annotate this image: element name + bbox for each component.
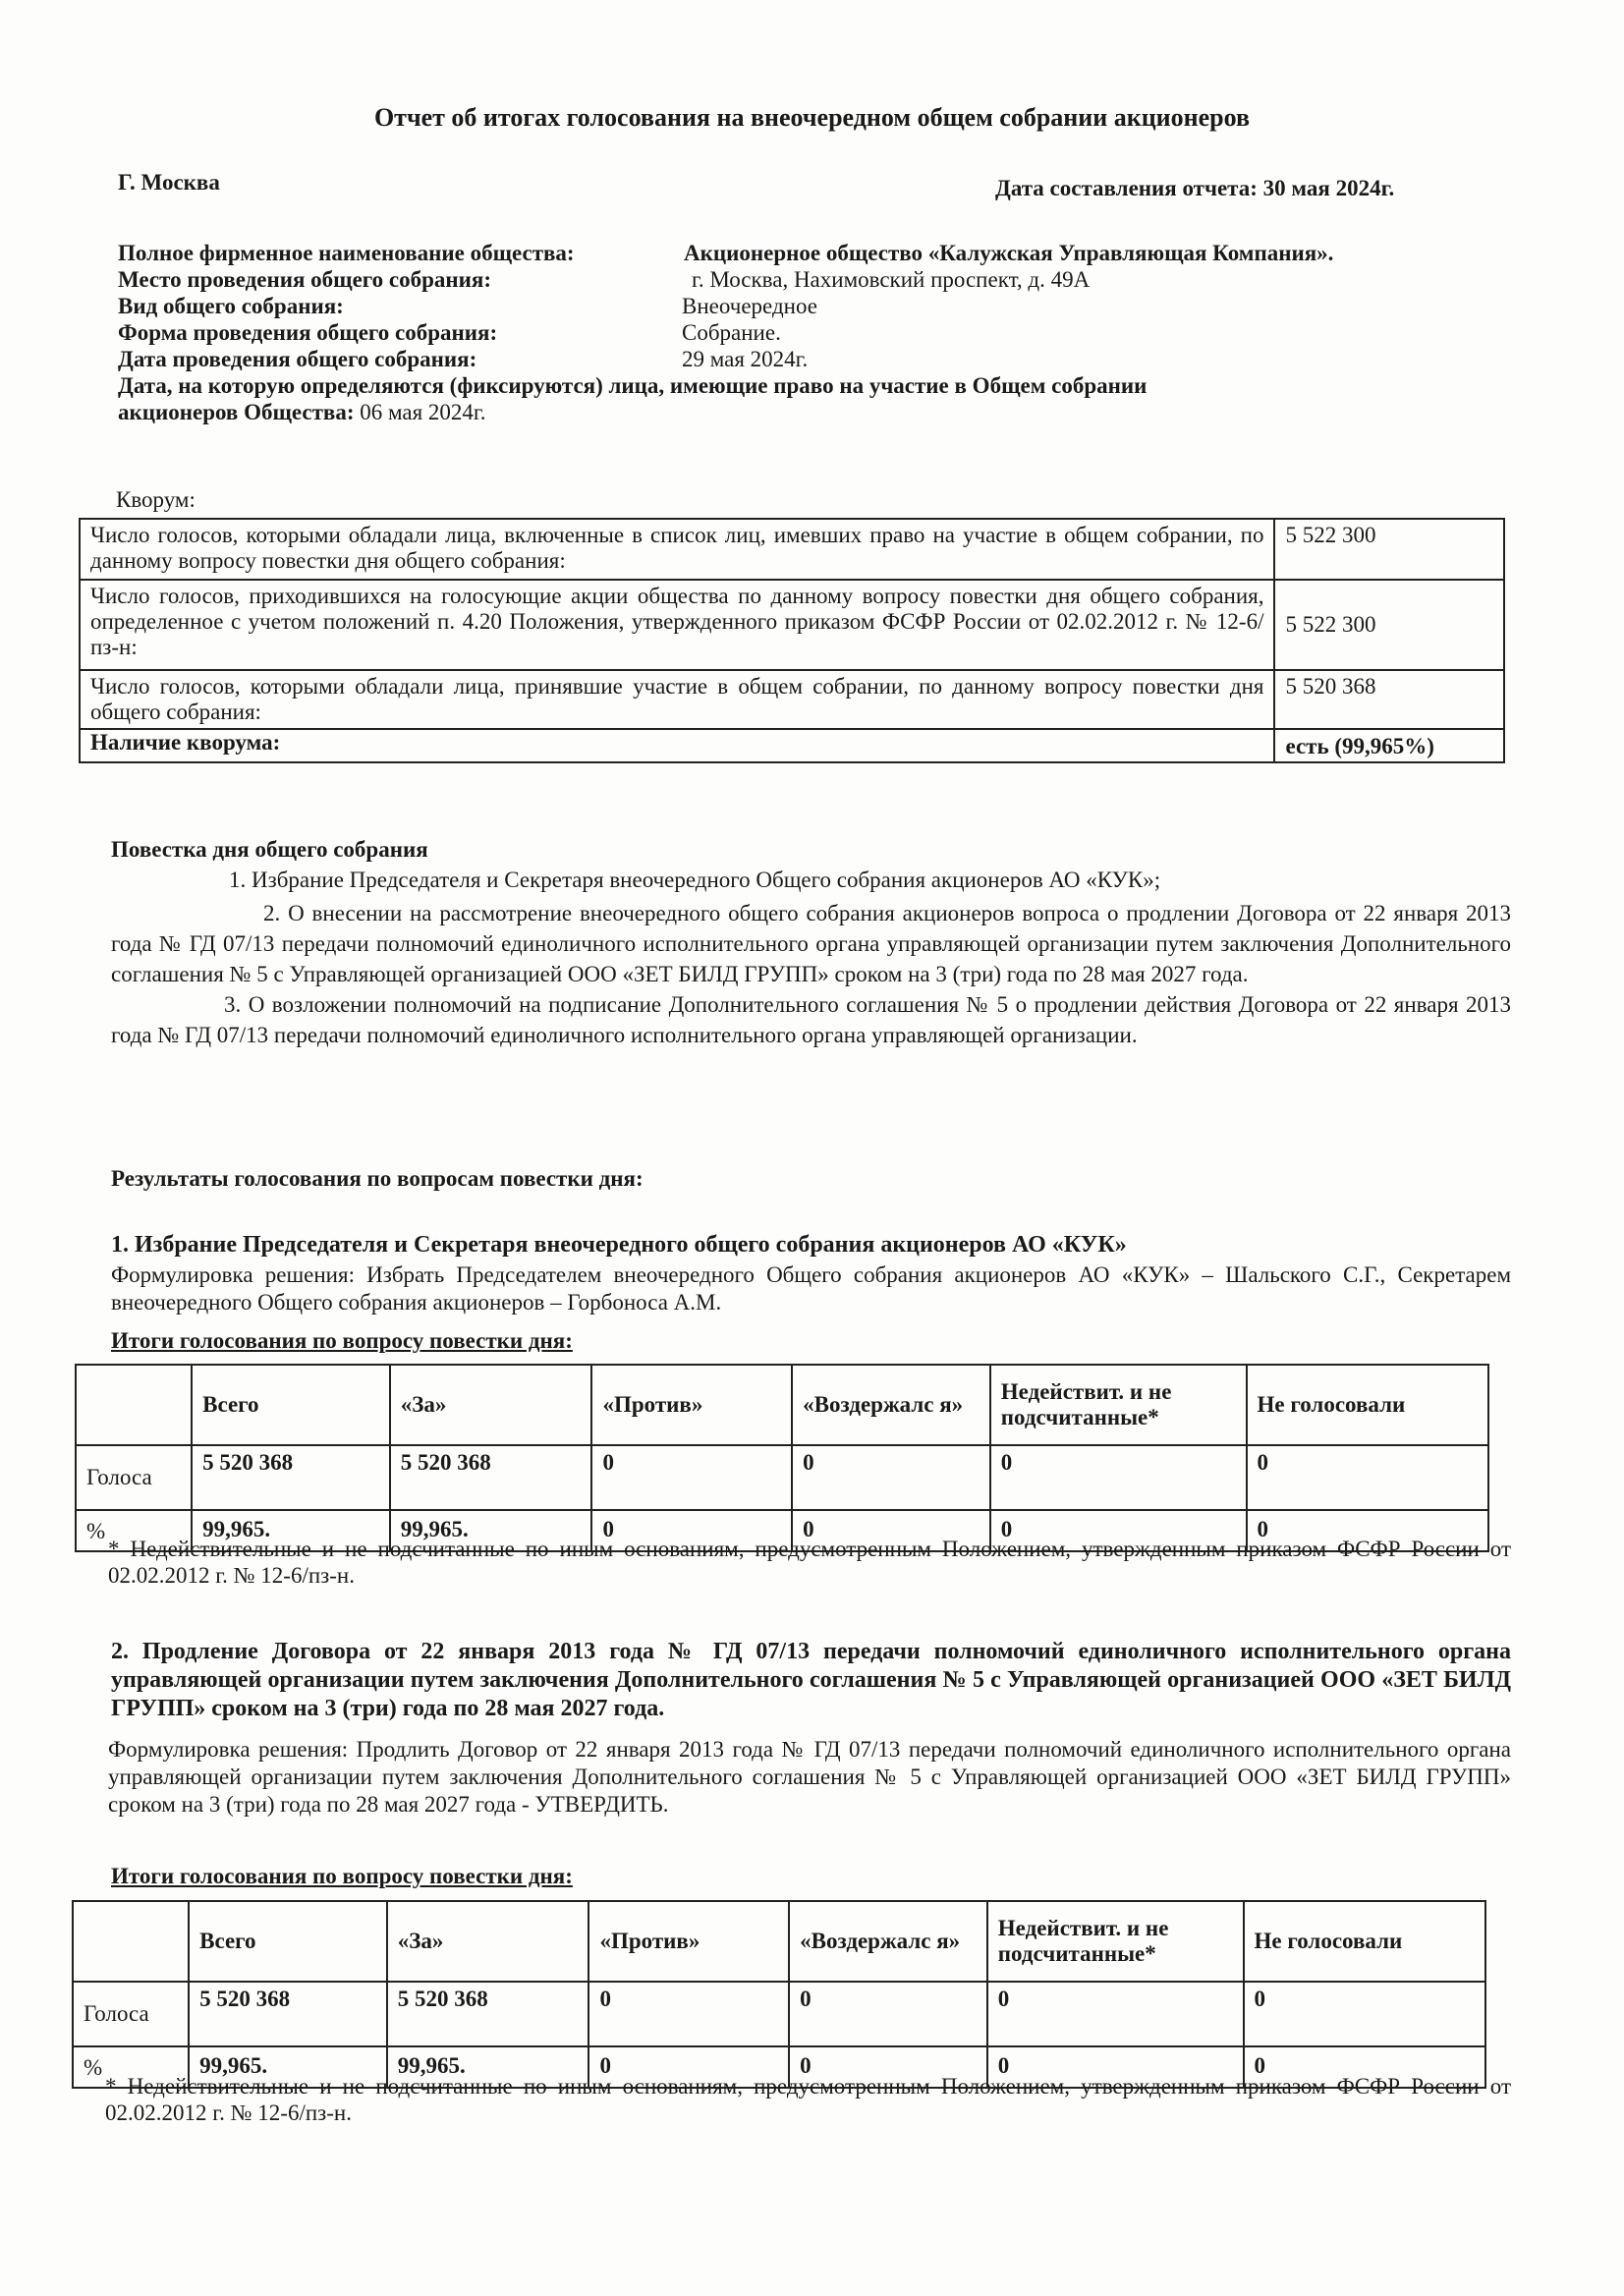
cell-votes-abstain: 0 <box>789 1982 987 2046</box>
quorum-row-value: 5 522 300 <box>1274 580 1504 670</box>
row-label-votes: Голоса <box>73 1982 189 2046</box>
cell-votes-for: 5 520 368 <box>390 1445 592 1510</box>
info-value-date: 29 мая 2024г. <box>682 347 809 371</box>
cell-pct-abstain: 0 <box>789 2046 987 2088</box>
quorum-total-row <box>80 729 1504 762</box>
results-heading: Результаты голосования по вопросам повестки дня: <box>111 1166 644 1191</box>
q2-heading: 2. Продление Договора от 22 января 2013 года № ГД 07/13 передачи полномочий единоличного исполнительного органа управляющей организации путем заключения Дополнительного соглашения № 5 с Управляющей организацией ООО «ЗЕТ БИЛД ГРУПП» сроком на 3 (три) года по 28 мая 2027 года. <box>111 1639 1511 1721</box>
agenda-item-3: 3. О возложении полномочий на подписание Дополнительного соглашения № 5 о продлении действия Договора от 22 января 2013 года № ГД 07/13 передачи полномочий единоличного исполнительного органа управляющей организации. <box>111 992 1511 1047</box>
header-empty-cell <box>73 1901 189 1982</box>
header-invalid: Недействит. и не подсчитанные* <box>987 1901 1244 1982</box>
quorum-row <box>80 670 1504 729</box>
info-label-form: Форма проведения общего собрания: <box>118 320 498 345</box>
header-empty-cell <box>76 1365 192 1445</box>
q2-footnote: * Недействительные и не подсчитанные по иным основаниям, предусмотренным Положением, утвержденным приказом ФСФР России от 02.02.2012 г. № 12-6/пз-н. <box>105 2074 1511 2125</box>
header-invalid: Недействит. и не подсчитанные* <box>990 1365 1247 1445</box>
table-row-votes <box>73 1982 1485 2046</box>
agenda-list <box>111 867 1511 1050</box>
cell-votes-against: 0 <box>588 1982 789 2046</box>
info-label-company: Полное фирменное наименование общества: <box>118 241 575 265</box>
city: Г. Москва <box>118 170 220 195</box>
table-header-row <box>76 1365 1488 1445</box>
cell-pct-for: 99,965. <box>390 1510 592 1551</box>
info-value-type: Внеочередное <box>682 294 817 318</box>
row-label-percent: % <box>73 2046 189 2088</box>
q2-decision: Формулировка решения: Продлить Договор от 22 января 2013 года № ГД 07/13 передачи полномочий единоличного исполнительного органа управляющей организации путем заключения Дополнительного соглашения № 5 с Управляющей организацией ООО «ЗЕТ БИЛД ГРУПП» сроком на 3 (три) года по 28 мая 2027 года - УТВЕРДИТЬ. <box>108 1737 1511 1817</box>
quorum-row <box>80 580 1504 670</box>
header-abstain: «Воздержалс я» <box>789 1901 987 1982</box>
header-total: Всего <box>189 1901 387 1982</box>
quorum-total-label: Наличие кворума: <box>80 729 1274 762</box>
quorum-row-label: Число голосов, приходившихся на голосующие акции общества по данному вопросу повестки дня общего собрания, определенное с учетом положений п. 4.20 Положения, утвержденного приказом ФСФР России от 02.02.2012 г. № 12-6/пз-н: <box>80 580 1274 670</box>
cell-pct-not-voted: 0 <box>1244 2046 1486 2088</box>
record-date-line1: Дата, на которую определяются (фиксируются) лица, имеющие право на участие в Общем собрании <box>118 373 1148 398</box>
info-value-company: Акционерное общество «Калужская Управляющая Компания». <box>684 241 1334 265</box>
cell-votes-against: 0 <box>591 1445 792 1510</box>
quorum-row <box>80 519 1504 580</box>
q1-results-label: Итоги голосования по вопросу повестки дня: <box>111 1328 573 1353</box>
agenda-item-1: 1. Избрание Председателя и Секретаря внеочередного Общего собрания акционеров АО «КУК»; <box>229 868 1161 892</box>
report-date: Дата составления отчета: 30 мая 2024г. <box>995 176 1395 200</box>
cell-pct-invalid: 0 <box>987 2046 1244 2088</box>
cell-votes-total: 5 520 368 <box>189 1982 387 2046</box>
cell-pct-invalid: 0 <box>990 1510 1247 1551</box>
cell-pct-against: 0 <box>591 1510 792 1551</box>
q1-footnote: * Недействительные и не подсчитанные по иным основаниям, предусмотренным Положением, утвержденным приказом ФСФР России от 02.02.2012 г. № 12-6/пз-н. <box>108 1537 1511 1588</box>
cell-votes-invalid: 0 <box>987 1982 1244 2046</box>
row-label-percent: % <box>76 1510 192 1551</box>
quorum-row-label: Число голосов, которыми обладали лица, включенные в список лиц, имевших право на участие в общем собрании, по данному вопросу повестки дня общего собрания: <box>80 519 1274 580</box>
q1-results-table <box>75 1364 1489 1552</box>
info-value-form: Собрание. <box>682 320 781 345</box>
cell-votes-total: 5 520 368 <box>192 1445 390 1510</box>
info-label-place: Место проведения общего собрания: <box>118 267 492 292</box>
record-date-value: 06 мая 2024г. <box>354 400 486 424</box>
document-title: Отчет об итогах голосования на внеочередном общем собрании акционеров <box>373 103 1251 132</box>
cell-votes-for: 5 520 368 <box>387 1982 589 2046</box>
quorum-total-value: есть (99,965%) <box>1274 729 1504 762</box>
company-info <box>118 240 1513 425</box>
q2-results-label: Итоги голосования по вопросу повестки дня: <box>111 1864 573 1888</box>
cell-pct-not-voted: 0 <box>1247 1510 1489 1551</box>
header-not-voted: Не голосовали <box>1247 1365 1489 1445</box>
cell-votes-invalid: 0 <box>990 1445 1247 1510</box>
cell-votes-not-voted: 0 <box>1247 1445 1489 1510</box>
quorum-row-value: 5 520 368 <box>1274 670 1504 729</box>
header-abstain: «Воздержалс я» <box>792 1365 990 1445</box>
info-value-place: г. Москва, Нахимовский проспект, д. 49А <box>692 267 1091 292</box>
table-row-votes <box>76 1445 1488 1510</box>
agenda-heading: Повестка дня общего собрания <box>111 837 428 862</box>
quorum-heading: Кворум: <box>116 487 196 512</box>
header-for: «За» <box>390 1365 592 1445</box>
cell-pct-for: 99,965. <box>387 2046 589 2088</box>
header-total: Всего <box>192 1365 390 1445</box>
info-label-type: Вид общего собрания: <box>118 294 344 318</box>
header-against: «Против» <box>588 1901 789 1982</box>
quorum-row-label: Число голосов, которыми обладали лица, принявшие участие в общем собрании, по данному вопросу повестки дня общего собрания: <box>80 670 1274 729</box>
info-label-date: Дата проведения общего собрания: <box>118 347 477 371</box>
q1-heading: 1. Избрание Председателя и Секретаря внеочередного общего собрания акционеров АО «КУК» <box>111 1232 1127 1258</box>
table-header-row <box>73 1901 1485 1982</box>
agenda-item-2: 2. О внесении на рассмотрение внеочередного общего собрания акционеров вопроса о продлении Договора от 22 января 2013 года № ГД 07/13 передачи полномочий единоличного исполнительного органа управляющей организации путем заключения Дополнительного соглашения № 5 с Управляющей организацией ООО «ЗЕТ БИЛД ГРУПП» сроком на 3 (три) года по 28 мая 2027 года. <box>111 901 1511 986</box>
header-against: «Против» <box>591 1365 792 1445</box>
cell-votes-abstain: 0 <box>792 1445 990 1510</box>
q1-decision: Формулировка решения: Избрать Председателем внеочередного Общего собрания акционеров АО «КУК» – Шальского С.Г., Секретарем внеочередного Общего собрания акционеров – Горбоноса А.М. <box>111 1262 1511 1315</box>
q2-results-table <box>72 1900 1486 2089</box>
cell-pct-against: 0 <box>588 2046 789 2088</box>
cell-votes-not-voted: 0 <box>1244 1982 1486 2046</box>
record-date-label: акционеров Общества: <box>118 400 355 424</box>
row-label-votes: Голоса <box>76 1445 192 1510</box>
header-for: «За» <box>387 1901 589 1982</box>
cell-pct-total: 99,965. <box>192 1510 390 1551</box>
quorum-table <box>79 518 1505 763</box>
cell-pct-total: 99,965. <box>189 2046 387 2088</box>
quorum-row-value: 5 522 300 <box>1274 519 1504 580</box>
cell-pct-abstain: 0 <box>792 1510 990 1551</box>
header-not-voted: Не голосовали <box>1244 1901 1486 1982</box>
